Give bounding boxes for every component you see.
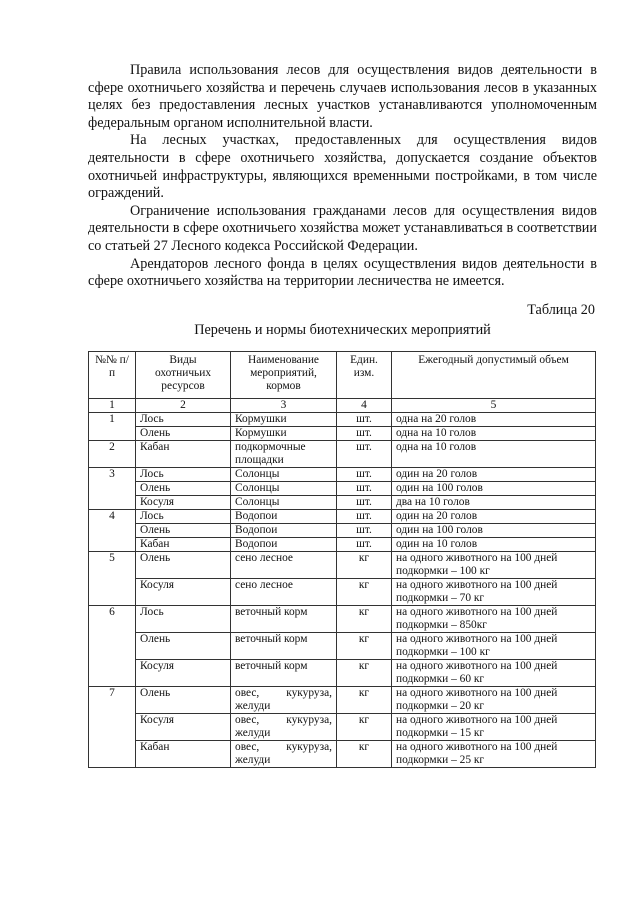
row-number: 7 bbox=[89, 687, 136, 768]
species-cell: Кабан bbox=[136, 741, 231, 768]
species-cell: Олень bbox=[136, 633, 231, 660]
volume-cell: два на 10 голов bbox=[392, 496, 596, 510]
col-number: 5 bbox=[392, 399, 596, 413]
species-cell: Олень bbox=[136, 552, 231, 579]
table-body bbox=[89, 399, 596, 768]
measure-cell: Солонцы bbox=[231, 482, 337, 496]
row-number: 6 bbox=[89, 606, 136, 687]
row-number: 3 bbox=[89, 468, 136, 510]
table-row bbox=[89, 714, 596, 741]
row-number: 2 bbox=[89, 441, 136, 468]
header-num: №№ п/п bbox=[89, 352, 136, 399]
table-header-row bbox=[89, 352, 596, 399]
volume-cell: один на 100 голов bbox=[392, 524, 596, 538]
col-number: 2 bbox=[136, 399, 231, 413]
unit-cell: кг bbox=[337, 633, 392, 660]
species-cell: Косуля bbox=[136, 579, 231, 606]
unit-cell: кг bbox=[337, 714, 392, 741]
volume-cell: один на 10 голов bbox=[392, 538, 596, 552]
table-row bbox=[89, 660, 596, 687]
table-title: Перечень и нормы биотехнических мероприятий bbox=[194, 322, 491, 338]
paragraph-restriction: Ограничение использования гражданами лесов для осуществления видов деятельности в сфере охотничьего хозяйства может устанавливаться в соответствии со статьей 27 Лесного кодекса Российской Федерации. bbox=[88, 202, 597, 254]
volume-cell: на одного животного на 100 дней подкормки – 20 кг bbox=[392, 687, 596, 714]
table-row bbox=[89, 633, 596, 660]
species-cell: Олень bbox=[136, 524, 231, 538]
col-number: 3 bbox=[231, 399, 337, 413]
table-row bbox=[89, 579, 596, 606]
table-row bbox=[89, 524, 596, 538]
biotech-table bbox=[88, 351, 596, 768]
unit-cell: шт. bbox=[337, 441, 392, 468]
unit-cell: шт. bbox=[337, 482, 392, 496]
table-row bbox=[89, 427, 596, 441]
measure-cell: Солонцы bbox=[231, 468, 337, 482]
measure-cell: веточный корм bbox=[231, 660, 337, 687]
measure-cell: веточный корм bbox=[231, 606, 337, 633]
measure-cell: Водопои bbox=[231, 524, 337, 538]
col-number: 1 bbox=[89, 399, 136, 413]
measure-cell: веточный корм bbox=[231, 633, 337, 660]
volume-cell: на одного животного на 100 дней подкормки – 70 кг bbox=[392, 579, 596, 606]
col-number: 4 bbox=[337, 399, 392, 413]
species-cell: Лось bbox=[136, 468, 231, 482]
unit-cell: шт. bbox=[337, 468, 392, 482]
table-row bbox=[89, 468, 596, 482]
paragraph-tenants: Арендаторов лесного фонда в целях осуществления видов деятельности в сфере охотничьего хозяйства на территории лесничества не имеется. bbox=[88, 255, 597, 290]
unit-cell: шт. bbox=[337, 496, 392, 510]
species-cell: Олень bbox=[136, 427, 231, 441]
species-cell: Косуля bbox=[136, 714, 231, 741]
header-volume: Ежегодный допустимый объем bbox=[392, 352, 596, 399]
measure-cell: сено лесное bbox=[231, 579, 337, 606]
species-cell: Кабан bbox=[136, 441, 231, 468]
unit-cell: шт. bbox=[337, 427, 392, 441]
table-row bbox=[89, 552, 596, 579]
unit-cell: кг bbox=[337, 741, 392, 768]
unit-cell: шт. bbox=[337, 413, 392, 427]
unit-cell: кг bbox=[337, 660, 392, 687]
species-cell: Косуля bbox=[136, 496, 231, 510]
table-label: Таблица 20 bbox=[527, 302, 595, 318]
table-row bbox=[89, 413, 596, 427]
measure-cell: Водопои bbox=[231, 510, 337, 524]
measure-cell: овес, кукуруза, желуди bbox=[231, 714, 337, 741]
column-number-row bbox=[89, 399, 596, 413]
volume-cell: на одного животного на 100 дней подкормки – 15 кг bbox=[392, 714, 596, 741]
header-species: Виды охотничьих ресурсов bbox=[136, 352, 231, 399]
volume-cell: один на 20 голов bbox=[392, 510, 596, 524]
unit-cell: шт. bbox=[337, 524, 392, 538]
table-row bbox=[89, 606, 596, 633]
measure-cell: Кормушки bbox=[231, 427, 337, 441]
body-text bbox=[88, 62, 597, 291]
measure-cell: Водопои bbox=[231, 538, 337, 552]
unit-cell: кг bbox=[337, 579, 392, 606]
species-cell: Олень bbox=[136, 482, 231, 496]
table-row bbox=[89, 538, 596, 552]
unit-cell: шт. bbox=[337, 538, 392, 552]
volume-cell: на одного животного на 100 дней подкормки – 25 кг bbox=[392, 741, 596, 768]
row-number: 1 bbox=[89, 413, 136, 441]
species-cell: Лось bbox=[136, 413, 231, 427]
measure-cell: Солонцы bbox=[231, 496, 337, 510]
measure-cell: Кормушки bbox=[231, 413, 337, 427]
paragraph-rules: Правила использования лесов для осуществления видов деятельности в сфере охотничьего хозяйства и перечень случаев использования лесов в указанных целях без предоставления лесных участков устанавливаются уполномоченным федеральным органом исполнительной власти. bbox=[88, 62, 597, 131]
measure-cell: овес, кукуруза, желуди bbox=[231, 741, 337, 768]
measure-cell: подкормочные площадки bbox=[231, 441, 337, 468]
header-measure: Наименование мероприятий, кормов bbox=[231, 352, 337, 399]
table-row bbox=[89, 441, 596, 468]
paragraph-infrastructure: На лесных участках, предоставленных для осуществления видов деятельности в сфере охотничьего хозяйства, допускается создание объектов охотничьей инфраструктуры, являющихся временными постройками, в том числе ограждений. bbox=[88, 132, 597, 202]
volume-cell: одна на 10 голов bbox=[392, 441, 596, 468]
volume-cell: один на 20 голов bbox=[392, 468, 596, 482]
volume-cell: одна на 20 голов bbox=[392, 413, 596, 427]
unit-cell: шт. bbox=[337, 510, 392, 524]
volume-cell: на одного животного на 100 дней подкормки – 100 кг bbox=[392, 552, 596, 579]
table-row bbox=[89, 687, 596, 714]
species-cell: Лось bbox=[136, 510, 231, 524]
volume-cell: на одного животного на 100 дней подкормки – 60 кг bbox=[392, 660, 596, 687]
species-cell: Лось bbox=[136, 606, 231, 633]
table-row bbox=[89, 482, 596, 496]
species-cell: Кабан bbox=[136, 538, 231, 552]
table-row bbox=[89, 741, 596, 768]
measure-cell: овес, кукуруза, желуди bbox=[231, 687, 337, 714]
volume-cell: на одного животного на 100 дней подкормки – 100 кг bbox=[392, 633, 596, 660]
unit-cell: кг bbox=[337, 552, 392, 579]
table-row bbox=[89, 496, 596, 510]
table-row bbox=[89, 510, 596, 524]
volume-cell: один на 100 голов bbox=[392, 482, 596, 496]
measure-cell: сено лесное bbox=[231, 552, 337, 579]
volume-cell: одна на 10 голов bbox=[392, 427, 596, 441]
unit-cell: кг bbox=[337, 687, 392, 714]
species-cell: Косуля bbox=[136, 660, 231, 687]
volume-cell: на одного животного на 100 дней подкормки – 850кг bbox=[392, 606, 596, 633]
row-number: 4 bbox=[89, 510, 136, 552]
species-cell: Олень bbox=[136, 687, 231, 714]
row-number: 5 bbox=[89, 552, 136, 606]
unit-cell: кг bbox=[337, 606, 392, 633]
header-unit: Един. изм. bbox=[337, 352, 392, 399]
